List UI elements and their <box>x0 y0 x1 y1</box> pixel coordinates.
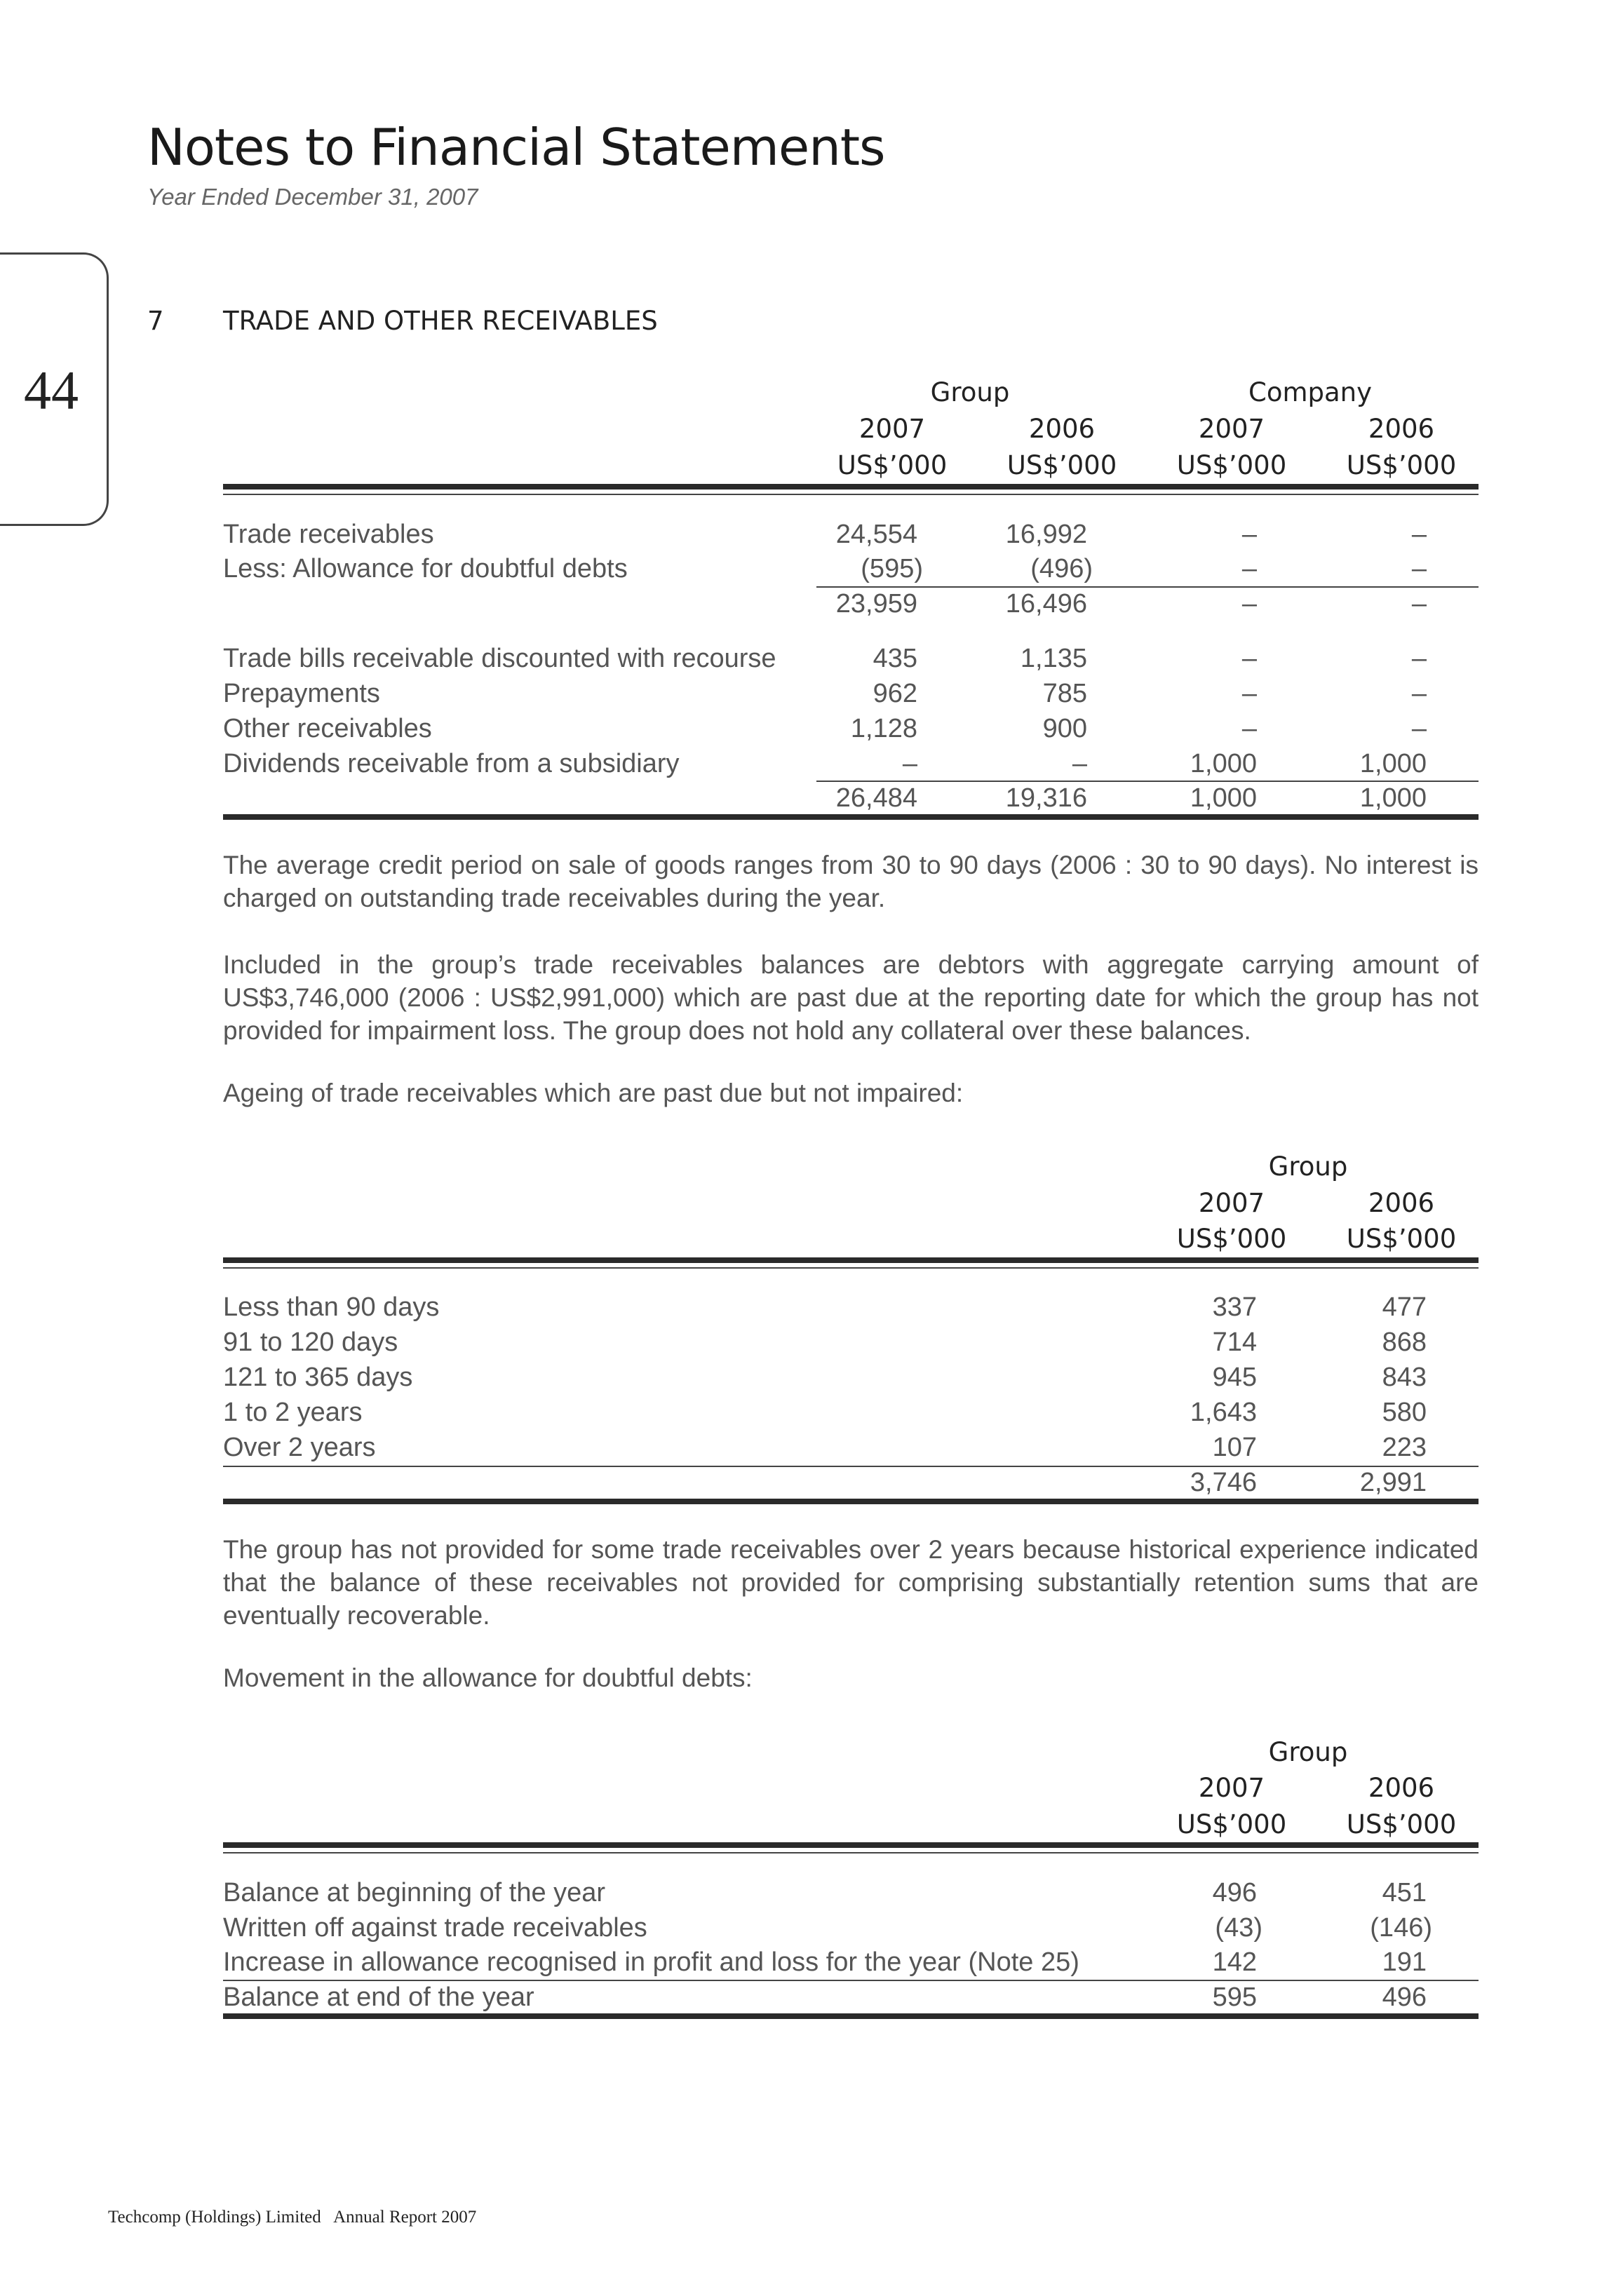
cell: 1,643 <box>1190 1398 1257 1427</box>
paragraph-past-due: Included in the group’s trade receivables balances are debtors with aggregate carrying amount of US$3,746,000 (2006 : US$2,991,000) which are past due at the reporting date for which the group has not provided for impairment loss. The group does not hold any collateral over these balances. <box>223 950 1479 1045</box>
unit-header: US$’000 <box>1346 450 1457 480</box>
row-label: Written off against trade receivables <box>223 1913 647 1943</box>
cell: – <box>1241 644 1257 673</box>
cell: 945 <box>1212 1363 1257 1392</box>
cell: 580 <box>1382 1398 1427 1427</box>
page-title: Notes to Financial Statements <box>147 118 885 177</box>
bottom-rule <box>223 1499 1479 1504</box>
year-header: 2007 <box>1198 1188 1265 1218</box>
cell: 223 <box>1382 1433 1427 1462</box>
group-header: Group <box>1268 1152 1348 1182</box>
cell: 1,135 <box>1020 644 1087 673</box>
cell: 1,000 <box>1359 749 1427 778</box>
row-label: Dividends receivable from a subsidiary <box>223 749 680 778</box>
cell: 191 <box>1382 1947 1427 1977</box>
cell: 785 <box>1042 679 1087 708</box>
row-label: 1 to 2 years <box>223 1398 363 1427</box>
unit-header: US$’000 <box>1176 1224 1287 1254</box>
cell: 900 <box>1042 714 1087 743</box>
year-header: 2006 <box>1368 1773 1435 1803</box>
cell: 496 <box>1212 1878 1257 1907</box>
page-number: 44 <box>24 360 79 421</box>
section-title: TRADE AND OTHER RECEIVABLES <box>223 306 658 336</box>
subtotal-cell: – <box>1241 589 1257 619</box>
row-label: Balance at beginning of the year <box>223 1878 606 1907</box>
paragraph-over-two-years: The group has not provided for some trade receivables over 2 years because historical experience indicated that the balance of these receivables not provided for comprising substantially retention sums that are eventually recoverable. <box>223 1535 1479 1630</box>
page-subtitle: Year Ended December 31, 2007 <box>147 184 478 210</box>
total-cell: 496 <box>1382 1983 1427 2012</box>
cell: 24,554 <box>835 520 917 549</box>
subtotal-rule <box>223 1980 1479 1981</box>
cell: – <box>1411 554 1427 583</box>
subtotal-cell: 23,959 <box>835 589 917 619</box>
header-rule <box>223 484 1479 489</box>
section-number: 7 <box>147 306 164 336</box>
total-rule <box>816 781 1479 782</box>
subtotal-rule <box>816 586 1479 588</box>
paragraph-ageing-intro: Ageing of trade receivables which are past due but not impaired: <box>223 1079 964 1107</box>
total-cell: 1,000 <box>1190 783 1257 813</box>
total-cell: 1,000 <box>1359 783 1427 813</box>
unit-header: US$’000 <box>1176 450 1287 480</box>
total-cell: 2,991 <box>1359 1468 1427 1497</box>
year-header: 2007 <box>858 414 926 444</box>
row-label: Other receivables <box>223 714 432 743</box>
cell: 142 <box>1212 1947 1257 1977</box>
cell: (43) <box>1215 1913 1262 1943</box>
header-rule <box>223 494 1479 495</box>
group-header: Group <box>930 377 1010 407</box>
total-cell: 26,484 <box>835 783 917 813</box>
row-label: Trade receivables <box>223 520 434 549</box>
cell: 337 <box>1212 1292 1257 1322</box>
cell: – <box>1411 714 1427 743</box>
cell: (595) <box>861 554 923 583</box>
row-label: Trade bills receivable discounted with recourse <box>223 644 776 673</box>
total-cell: 595 <box>1212 1983 1257 2012</box>
year-header: 2006 <box>1028 414 1096 444</box>
cell: – <box>1241 520 1257 549</box>
cell: (146) <box>1370 1913 1432 1943</box>
row-label: 91 to 120 days <box>223 1328 398 1357</box>
row-label: Prepayments <box>223 679 380 708</box>
year-header: 2006 <box>1368 414 1435 444</box>
cell: 1,128 <box>850 714 917 743</box>
cell: – <box>1072 749 1087 778</box>
row-label: Less than 90 days <box>223 1292 440 1322</box>
cell: 962 <box>873 679 917 708</box>
cell: 714 <box>1212 1328 1257 1357</box>
cell: 107 <box>1212 1433 1257 1462</box>
year-header: 2007 <box>1198 414 1265 444</box>
cell: 16,992 <box>1005 520 1087 549</box>
header-rule <box>223 1267 1479 1269</box>
cell: – <box>1241 679 1257 708</box>
cell: – <box>1241 714 1257 743</box>
row-label: 121 to 365 days <box>223 1363 413 1392</box>
header-rule <box>223 1842 1479 1848</box>
cell: 477 <box>1382 1292 1427 1322</box>
company-header: Company <box>1248 377 1373 407</box>
unit-header: US$’000 <box>1006 450 1117 480</box>
cell: – <box>902 749 917 778</box>
subtotal-cell: – <box>1411 589 1427 619</box>
unit-header: US$’000 <box>1176 1809 1287 1839</box>
paragraph-credit-period: The average credit period on sale of goods ranges from 30 to 90 days (2006 : 30 to 90 days). No interest is charged on outstanding trade receivables during the year. <box>223 851 1479 912</box>
subtotal-cell: 16,496 <box>1005 589 1087 619</box>
row-label: Over 2 years <box>223 1433 376 1462</box>
total-cell: 3,746 <box>1190 1468 1257 1497</box>
group-header: Group <box>1268 1737 1348 1767</box>
total-cell: 19,316 <box>1005 783 1087 813</box>
row-label: Less: Allowance for doubtful debts <box>223 554 628 583</box>
row-label: Balance at end of the year <box>223 1983 534 2012</box>
cell: – <box>1411 520 1427 549</box>
header-rule <box>223 1257 1479 1263</box>
year-header: 2007 <box>1198 1773 1265 1803</box>
unit-header: US$’000 <box>837 450 948 480</box>
cell: (496) <box>1030 554 1093 583</box>
cell: 1,000 <box>1190 749 1257 778</box>
paragraph-movement-intro: Movement in the allowance for doubtful debts: <box>223 1663 753 1692</box>
cell: 435 <box>873 644 917 673</box>
unit-header: US$’000 <box>1346 1224 1457 1254</box>
cell: 451 <box>1382 1878 1427 1907</box>
year-header: 2006 <box>1368 1188 1435 1218</box>
unit-header: US$’000 <box>1346 1809 1457 1839</box>
cell: – <box>1411 644 1427 673</box>
row-label: Increase in allowance recognised in profit and loss for the year (Note 25) <box>223 1947 1079 1977</box>
header-rule <box>223 1852 1479 1853</box>
footer-text: Techcomp (Holdings) Limited Annual Report 2007 <box>108 2208 477 2227</box>
bottom-rule <box>223 2013 1479 2019</box>
bottom-rule <box>223 814 1479 820</box>
cell: 868 <box>1382 1328 1427 1357</box>
cell: 843 <box>1382 1363 1427 1392</box>
total-rule <box>223 1466 1479 1467</box>
cell: – <box>1241 554 1257 583</box>
cell: – <box>1411 679 1427 708</box>
